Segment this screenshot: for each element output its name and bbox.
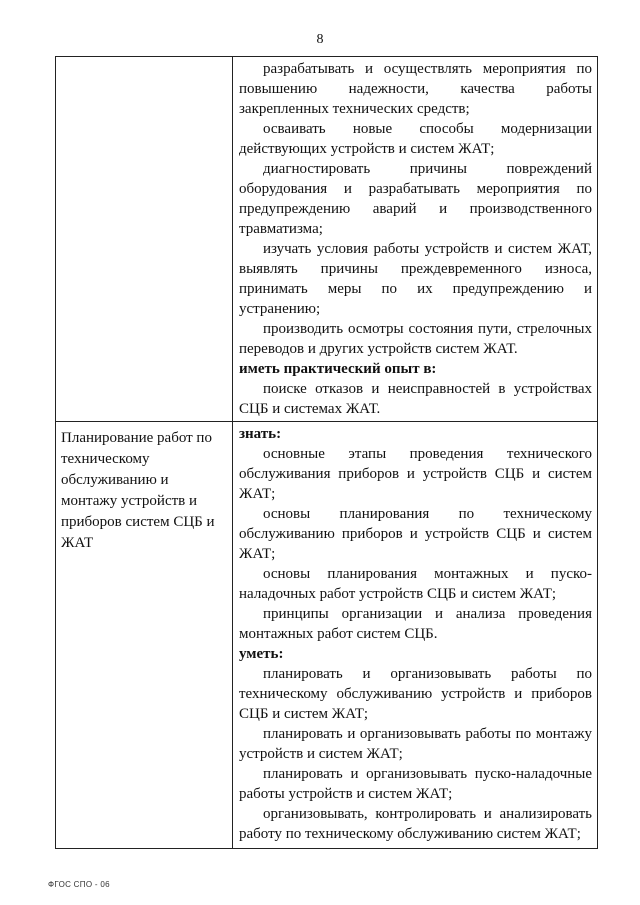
list-item: основы планирования по техническому обслуживанию приборов и устройств СЦБ и систем ЖАТ;	[239, 506, 592, 562]
table-row	[56, 422, 598, 849]
list-item: планировать и организовывать работы по техническому обслуживанию устройств и приборов СЦБ и систем ЖАТ;	[239, 666, 592, 722]
competency-table	[55, 56, 598, 849]
section-heading: уметь:	[239, 646, 284, 662]
list-item: принципы организации и анализа проведения монтажных работ систем СЦБ.	[239, 606, 592, 642]
list-item: планировать и организовывать работы по монтажу устройств и систем ЖАТ;	[239, 726, 592, 762]
list-item: основы планирования монтажных и пуско-наладочных работ устройств СЦБ и систем ЖАТ;	[239, 566, 592, 602]
table-cell-left	[56, 422, 233, 849]
list-item: осваивать новые способы модернизации действующих устройств и систем ЖАТ;	[239, 121, 592, 157]
section-heading: знать:	[239, 426, 282, 442]
table-cell-right	[233, 57, 598, 422]
competency-title: Планирование работ по техническому обслуживанию и монтажу устройств и приборов систем СЦБ и ЖАТ	[61, 430, 215, 551]
page-number: 8	[316, 32, 324, 47]
list-item: поиске отказов и неисправностей в устройствах СЦБ и системах ЖАТ.	[239, 381, 592, 417]
footer-code: ФГОС СПО - 06	[48, 880, 110, 889]
table-row	[56, 57, 598, 422]
requirements-list	[233, 57, 597, 421]
table-cell-left	[56, 57, 233, 422]
requirements-list	[233, 422, 597, 848]
competency-title	[56, 57, 232, 63]
list-item: основные этапы проведения технического обслуживания приборов и устройств СЦБ и систем ЖАТ;	[239, 446, 592, 502]
section-heading: иметь практический опыт в:	[239, 361, 437, 377]
list-item: организовывать, контролировать и анализировать работу по техническому обслуживанию систем ЖАТ;	[239, 806, 592, 842]
list-item: разрабатывать и осуществлять мероприятия по повышению надежности, качества работы закрепленных технических средств;	[239, 61, 592, 117]
table-cell-right	[233, 422, 598, 849]
list-item: производить осмотры состояния пути, стрелочных переводов и других устройств систем ЖАТ.	[239, 321, 592, 357]
list-item: диагностировать причины повреждений оборудования и разрабатывать мероприятия по предупреждению аварий и производственного травматизма;	[239, 161, 592, 237]
list-item: планировать и организовывать пуско-наладочные работы устройств и систем ЖАТ;	[239, 766, 592, 802]
list-item: изучать условия работы устройств и систем ЖАТ, выявлять причины преждевременного износа, принимать меры по их предупреждению и устранению;	[239, 241, 592, 317]
